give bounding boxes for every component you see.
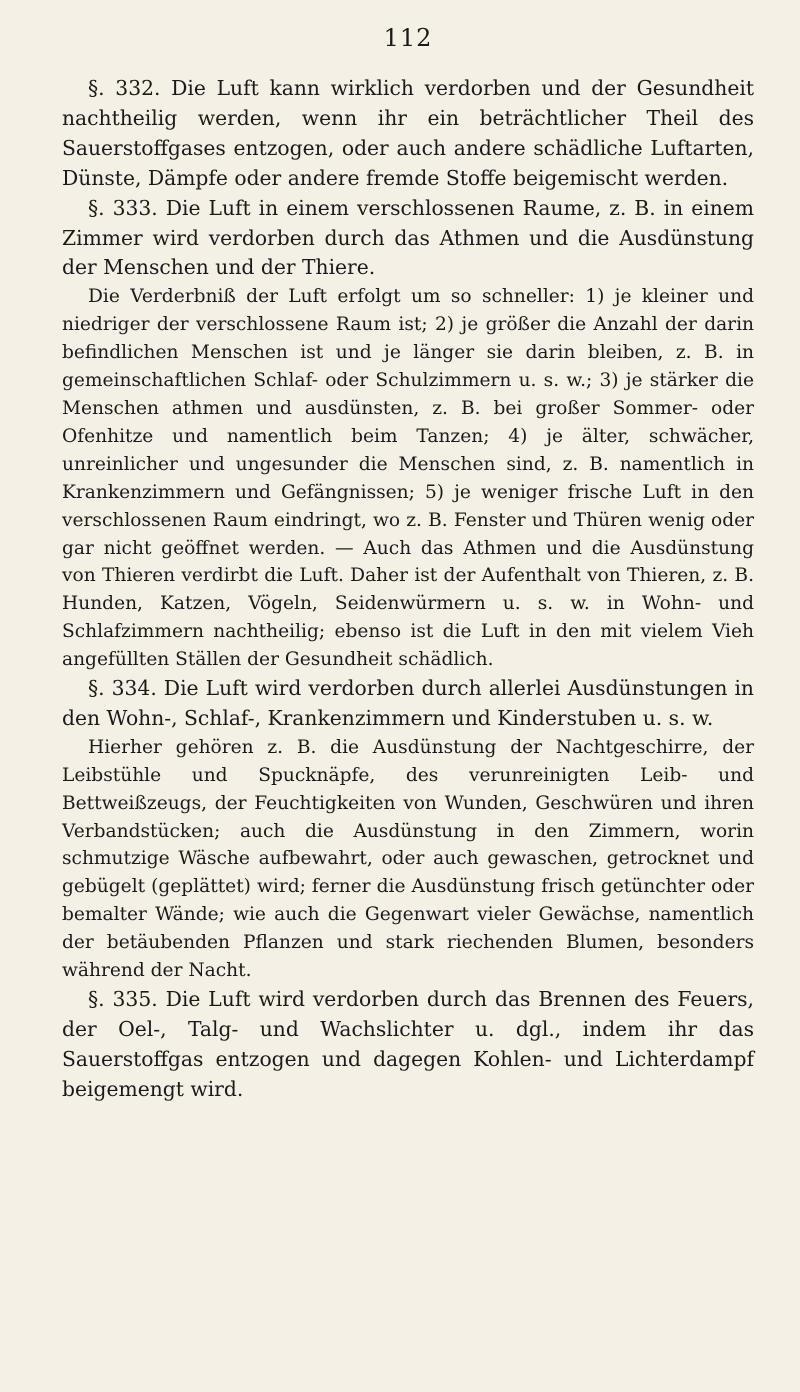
paragraph-section-334-detail: Hierher gehören z. B. die Ausdünstung der Nachtgeschirre, der Leibstühle und Spucknäpfe, des verunreinigten Leib- und Bettweißzeugs, der Feuchtigkeiten von Wunden, Geschwüren und ihren Verbandstücken; auch die Ausdünstung in den Zimmern, worin schmutzige Wäsche aufbewahrt, oder auch gewaschen, getrocknet und gebügelt (geplättet) wird; ferner die Ausdünstung frisch getünchter oder bemalter Wände; wie auch die Gegenwart vieler Gewächse, namentlich der betäubenden Pflanzen und stark riechenden Blumen, besonders während der Nacht. [62,736,754,982]
paragraph-section-334: §. 334. Die Luft wird verdorben durch allerlei Ausdünstungen in den Wohn-, Schlaf-, Krankenzimmern und Kinderstuben u. s. w. [62,676,754,730]
paragraph-section-332: §. 332. Die Luft kann wirklich verdorben und der Gesundheit nachtheilig werden, wenn ihr ein beträchtlicher Theil des Sauerstoffgases entzogen, oder auch andere schädliche Luftarten, Dünste, Dämpfe oder andere fremde Stoffe beigemischt werden. [62,76,754,190]
paragraph-section-333: §. 333. Die Luft in einem verschlossenen Raume, z. B. in einem Zimmer wird verdorben durch das Athmen und die Ausdünstung der Menschen und der Thiere. [62,195,754,280]
paragraph-section-335: §. 335. Die Luft wird verdorben durch das Brennen des Feuers, der Oel-, Talg- und Wachslichter u. dgl., indem ihr das Sauerstoffgas entzogen und dagegen Kohlen- und Lichterdampf beigemengt wird. [62,987,754,1101]
page-number: 112 [383,24,433,52]
paragraph-section-333-detail: Die Verderbniß der Luft erfolgt um so schneller: 1) je kleiner und niedriger der verschlossene Raum ist; 2) je größer die Anzahl der darin befindlichen Menschen ist und je länger sie darin bleiben, z. B. in gemeinschaftlichen Schlaf- oder Schulzimmern u. s. w.; 3) je stärker die Menschen athmen und ausdünsten, z. B. bei großer Sommer- oder Ofenhitze und namentlich beim Tanzen; 4) je älter, schwächer, unreinlicher und ungesunder die Menschen sind, z. B. namentlich in Krankenzimmern und Gefängnissen; 5) je weniger frische Luft in den verschlossenen Raum eindringt, wo z. B. Fenster und Thüren wenig oder gar nicht geöffnet werden. — Auch das Athmen und die Ausdünstung von Thieren verdirbt die Luft. Daher ist der Aufenthalt von Thieren, z. B. Hunden, Katzen, Vögeln, Seidenwürmern u. s. w. in Wohn- und Schlafzimmern nachtheilig; ebenso ist die Luft in den mit vielem Vieh angefüllten Ställen der Gesundheit schädlich. [62,286,754,671]
